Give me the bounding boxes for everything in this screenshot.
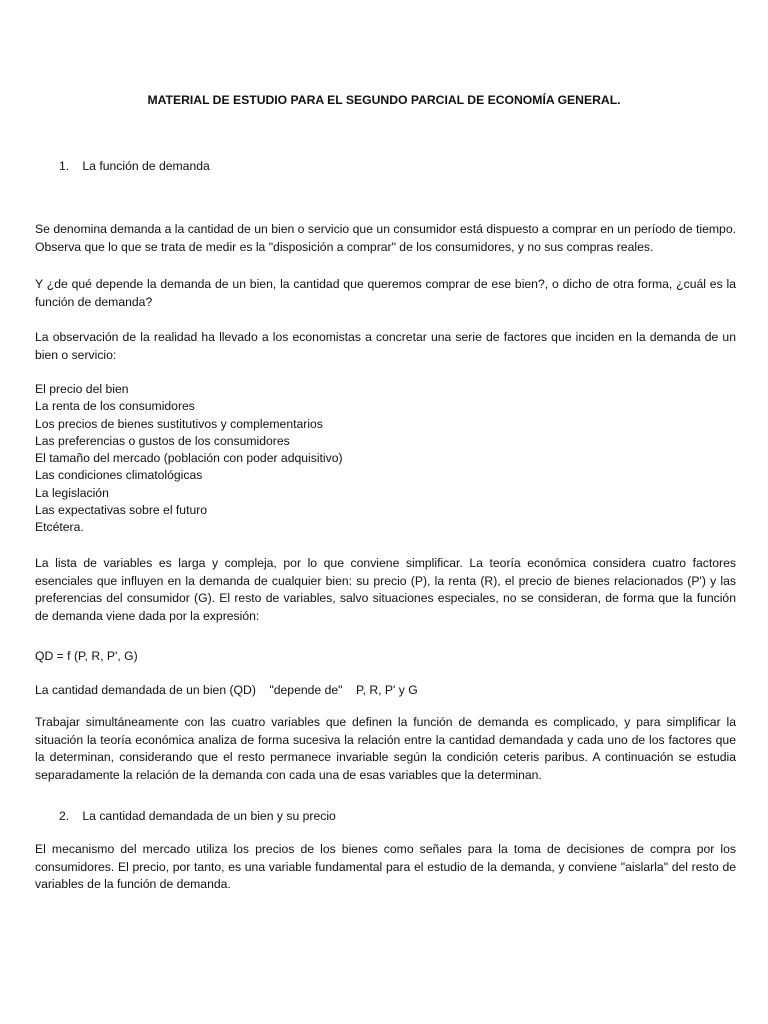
section-2-heading [59,808,336,825]
list-item: El tamaño del mercado (población con poder adquisitivo) [35,451,343,466]
list-item: Las expectativas sobre el futuro [35,503,208,518]
document-title: MATERIAL DE ESTUDIO PARA EL SEGUNDO PARCIAL DE ECONOMÍA GENERAL. [147,93,621,107]
factor-list [35,381,343,537]
paragraph-demand-question: Y ¿de qué depende la demanda de un bien, la cantidad que queremos comprar de ese bien?, o dicho de otra forma, ¿cuál es la función de demanda? [35,277,736,309]
list-item: Las condiciones climatológicas [35,468,203,483]
list-item: La legislación [35,485,109,500]
section-1-number: 1. [59,159,70,173]
paragraph-price-mechanism: El mecanismo del mercado utiliza los precios de los bienes como señales para la toma de decisiones de compra por los consumidores. El precio, por tanto, es una variable fundamental para el estudio de la demanda, y conviene "aislarla" del resto de variables de la función de demanda. [35,842,736,891]
formula-explanation: La cantidad demandada de un bien (QD) "depende de" P, R, P' y G [35,683,418,697]
paragraph-simplification: La lista de variables es larga y compleja, por lo que conviene simplificar. La teoría económica considera cuatro factores esenciales que influyen en la demanda de cualquier bien: su precio (P), la renta (R), el precio de bienes relacionados (P') y las preferencias del consumidor (G). El resto de variables, salvo situaciones especiales, no se consideran, de forma que la función de demanda viene dada por la expresión: [35,556,736,623]
demand-formula: QD = f (P, R, P', G) [35,649,138,663]
paragraph-factors-intro: La observación de la realidad ha llevado a los economistas a concretar una serie de factores que inciden en la demanda de un bien o servicio: [35,330,736,362]
list-item: Los precios de bienes sustitutivos y complementarios [35,416,323,431]
paragraph-ceteris-paribus: Trabajar simultáneamente con las cuatro variables que definen la función de demanda es complicado, y para simplificar la situación la teoría económica analiza de forma sucesiva la relación entre la cantidad demandada y cada uno de los factores que la determinan, considerando que el resto permanece invariable según la condición ceteris paribus. A continuación se estudia separadamente la relación de la demanda con cada una de esas variables que la determinan. [35,715,736,782]
list-item: La renta de los consumidores [35,399,195,414]
list-item: Etcétera. [35,520,84,535]
section-1-heading [59,158,210,175]
list-item: Las preferencias o gustos de los consumidores [35,433,290,448]
section-1-title: La función de demanda [82,159,210,173]
section-2-title: La cantidad demandada de un bien y su precio [82,809,336,823]
paragraph-demand-definition: Se denomina demanda a la cantidad de un bien o servicio que un consumidor está dispuesto a comprar en un período de tiempo. Observa que lo que se trata de medir es la "disposición a comprar" de los consumidores, y no sus compras reales. [35,222,736,254]
list-item: El precio del bien [35,382,129,396]
section-2-number: 2. [59,809,70,823]
